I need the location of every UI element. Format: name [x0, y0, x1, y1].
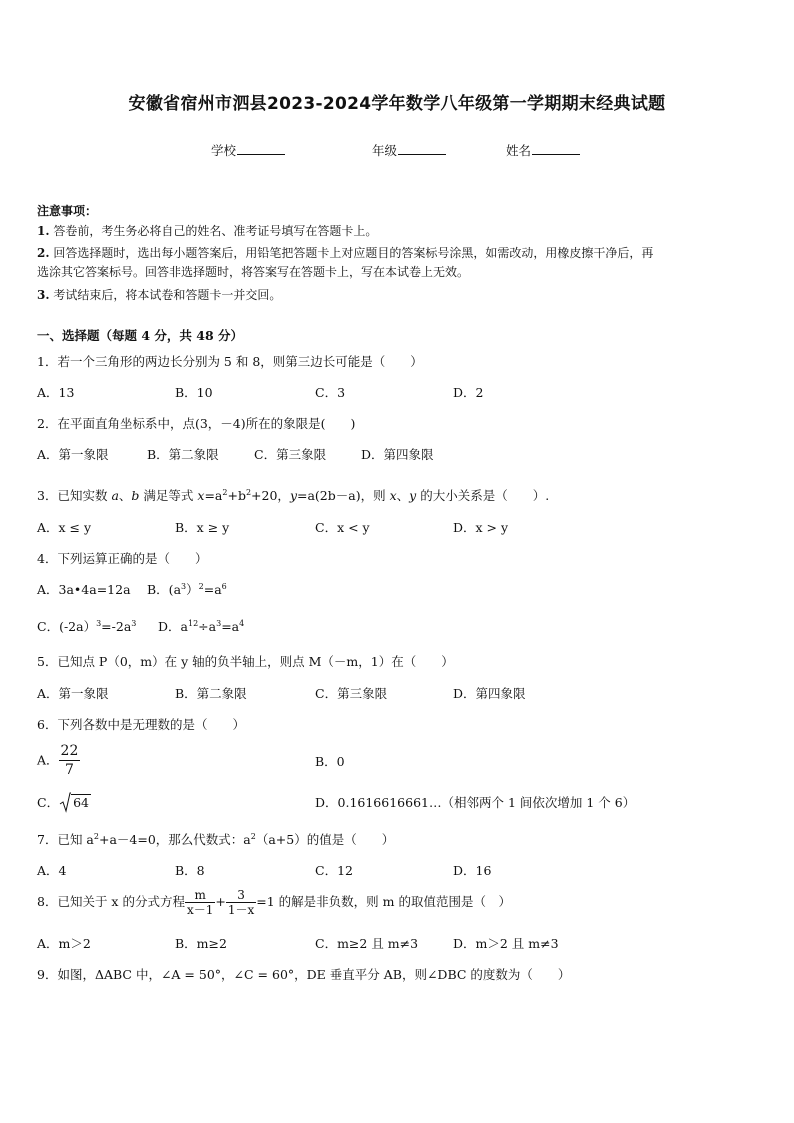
school-field: [211, 141, 285, 159]
question-4-stem: 4．下列运算正确的是（ ）: [37, 551, 208, 566]
name-field: [506, 141, 580, 159]
question-6-option-d: D．0.1616616661…（相邻两个 1 间依次增加 1 个 6）: [315, 795, 636, 810]
question-8-option-b: B．m≥2: [175, 936, 227, 951]
question-4-option-c: C．$(-2a)^3=-2a^3$: [37, 619, 137, 634]
fraction: $\frac{3}{1-x}$: [227, 888, 255, 917]
question-1-option-a: A．13: [37, 385, 75, 400]
note-item-continued: 选涂其它答案标号。回答非选择题时，将答案写在答题卡上，写在本试卷上无效。: [37, 265, 470, 279]
school-label: 学校: [211, 143, 237, 158]
question-2-option-d: D．第四象限: [361, 447, 434, 462]
section-heading: 一、选择题（每题 4 分，共 48 分）: [37, 328, 244, 343]
question-5-option-a: A．第一象限: [37, 686, 109, 701]
question-9-stem: 9．如图，ΔABC 中，∠A = 50°，∠C = 60°，DE 垂直平分 AB，则∠DBC 的度数为（ ）: [37, 967, 571, 982]
question-4-option-b: B．$(a^3)^2=a^6$: [147, 582, 227, 597]
question-2-option-c: C．第三象限: [254, 447, 327, 462]
question-5-option-b: B．第二象限: [175, 686, 247, 701]
question-1-option-c: C．3: [315, 385, 346, 400]
question-6-option-c: C． 64: [37, 794, 91, 812]
student-info-row: [0, 141, 794, 161]
question-6-stem: 6．下列各数中是无理数的是（ ）: [37, 717, 245, 732]
note-item: 1. 答卷前，考生务必将自己的姓名、准考证号填写在答题卡上。: [37, 224, 378, 238]
school-blank[interactable]: [237, 142, 285, 155]
question-8-option-d: D．m＞2 且 m≠3: [453, 936, 559, 951]
grade-blank[interactable]: [398, 142, 446, 155]
name-blank[interactable]: [532, 142, 580, 155]
question-2-stem: 2．在平面直角坐标系中，点(3，－4)所在的象限是( ): [37, 416, 356, 431]
question-3-option-b: B．x ≥ y: [175, 520, 230, 535]
question-3-option-d: D．x > y: [453, 520, 509, 535]
question-5-option-d: D．第四象限: [453, 686, 526, 701]
note-item: 3. 考试结束后，将本试卷和答题卡一并交回。: [37, 288, 282, 302]
question-7-option-b: B．8: [175, 863, 205, 878]
question-2-option-a: A．第一象限: [37, 447, 109, 462]
notes-heading: 注意事项：: [37, 204, 98, 218]
question-8-stem: 8．已知关于 x 的分式方程 $\frac{m}{x-1}$ + $\frac{3}{1-x}$ =1 的解是非负数，则 m 的取值范围是（ ）: [37, 888, 511, 917]
radical-sign-icon: [59, 791, 71, 813]
question-3-option-a: A．x ≤ y: [37, 520, 92, 535]
question-4-option-a: A．3a•4a=12a: [37, 582, 131, 597]
question-8-option-c: C．m≥2 且 m≠3: [315, 936, 419, 951]
question-3-stem: 3．已知实数 a、b 满足等式 $x=a^2+b^2+20$，y=a(2b－a)，则 x、y 的大小关系是（ ）.: [37, 488, 550, 503]
question-2-option-b: B．第二象限: [147, 447, 219, 462]
question-5-stem: 5．已知点 P（0，m）在 y 轴的负半轴上，则点 M（－m，1）在（ ）: [37, 654, 454, 669]
grade-label: 年级: [372, 143, 398, 158]
question-6-option-a: A． $\frac{22}{7}$: [37, 743, 79, 778]
question-7-option-d: D．16: [453, 863, 492, 878]
question-3-option-c: C．x < y: [315, 520, 370, 535]
page-title: 安徽省宿州市泗县2023-2024学年数学八年级第一学期期末经典试题: [128, 94, 666, 114]
question-7-option-a: A．4: [37, 863, 67, 878]
question-5-option-c: C．第三象限: [315, 686, 388, 701]
question-7-stem: 7．已知 $a^2+a-4=0$，那么代数式：$a^2(a+5)$的值是（ ）: [37, 832, 395, 847]
fraction: $\frac{m}{x-1}$: [186, 888, 214, 917]
square-root: 64: [59, 794, 91, 812]
note-item: 2. 回答选择题时，选出每小题答案后，用铅笔把答题卡上对应题目的答案标号涂黑，如需改动，用橡皮擦干净后，再: [37, 246, 654, 260]
question-1-option-b: B．10: [175, 385, 213, 400]
question-6-option-b: B．0: [315, 754, 345, 769]
question-1-option-d: D．2: [453, 385, 484, 400]
question-7-option-c: C．12: [315, 863, 353, 878]
question-8-option-a: A．m＞2: [37, 936, 91, 951]
fraction: $\frac{22}{7}$: [60, 743, 79, 778]
question-1-stem: 1．若一个三角形的两边长分别为 5 和 8，则第三边长可能是（ ）: [37, 354, 423, 369]
name-label: 姓名: [506, 143, 532, 158]
grade-field: [372, 141, 446, 159]
question-4-option-d: D．$a^{12}\div a^3=a^4$: [158, 619, 245, 634]
